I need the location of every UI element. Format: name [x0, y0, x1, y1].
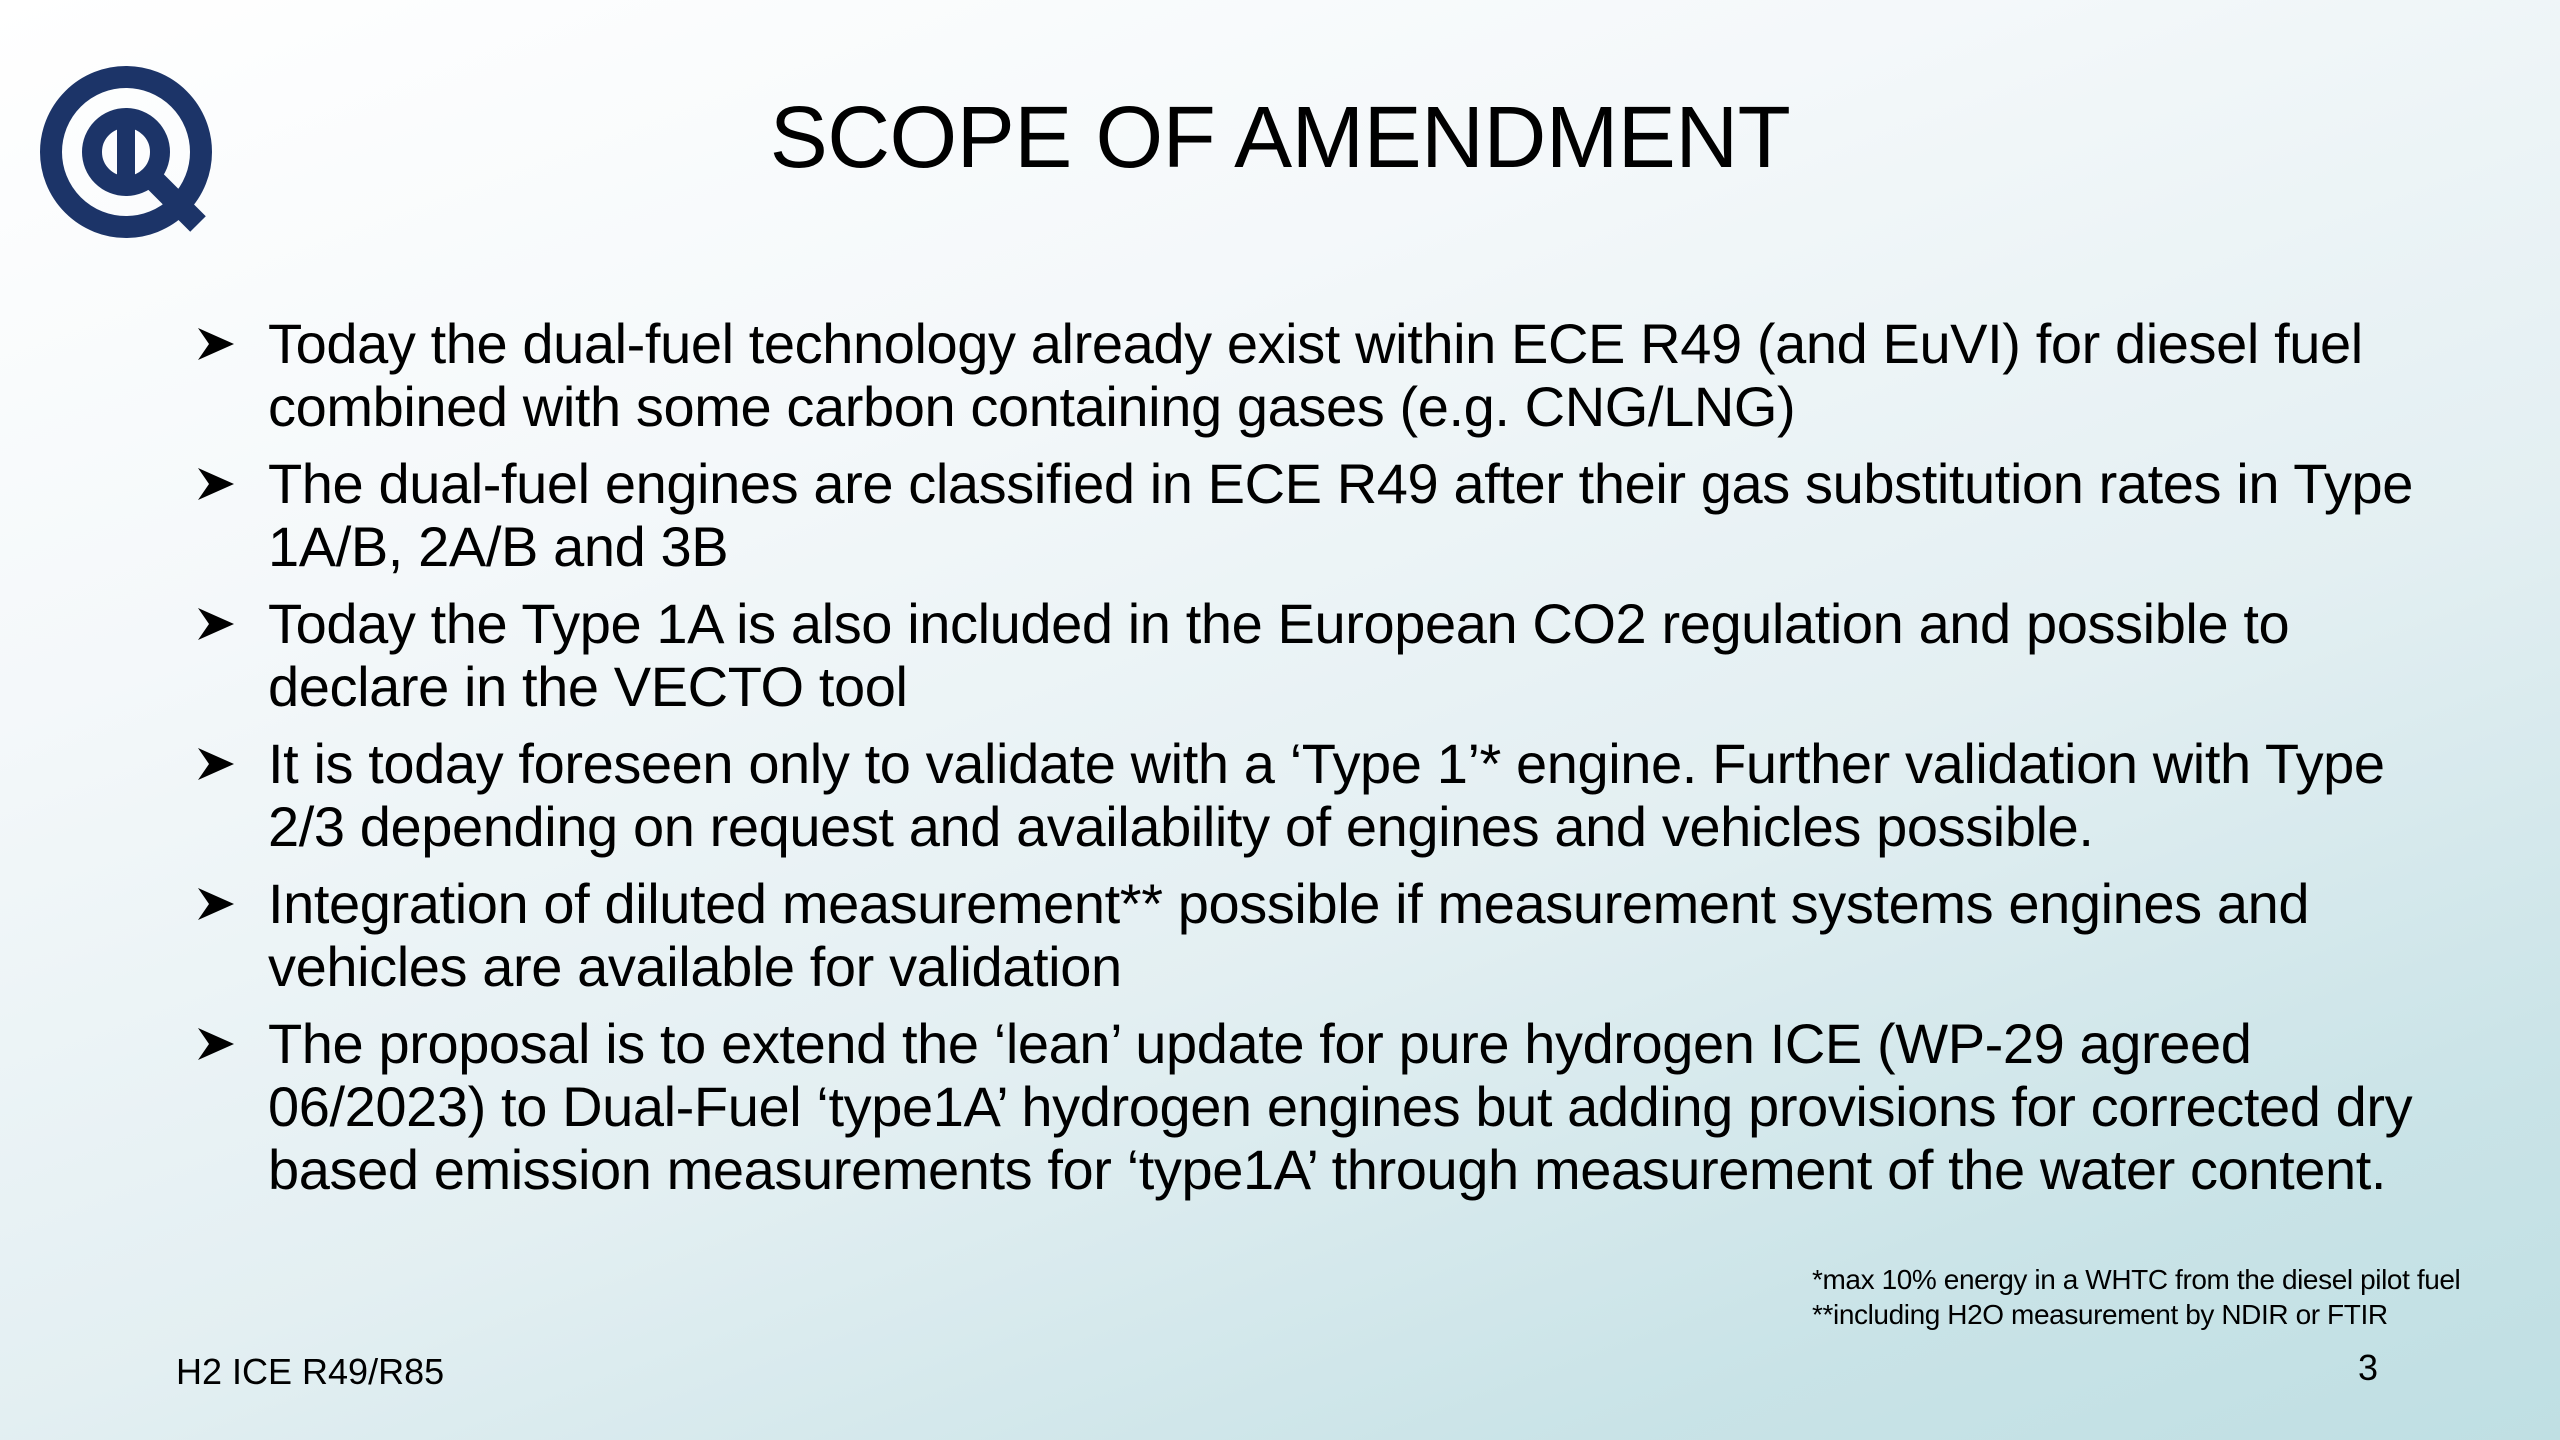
bullet-item: [190, 872, 2460, 998]
bullet-item: [190, 732, 2460, 858]
slide-title: SCOPE OF AMENDMENT: [769, 89, 1791, 186]
arrowhead-bullet-icon: [196, 326, 236, 362]
bullet-item: [190, 592, 2460, 718]
footer-text: H2 ICE R49/R85: [176, 1351, 445, 1392]
bullet-item: [190, 452, 2460, 578]
arrowhead-bullet-icon: [196, 606, 236, 642]
bullet-text: Today the dual-fuel technology already exist within ECE R49 (and EuVI) for diesel fuel combined with some carbon containing gases (e.g. CNG/LNG): [268, 312, 2363, 438]
bullet-text: Integration of diluted measurement** possible if measurement systems engines and vehicles are available for validation: [268, 872, 2310, 998]
bullet-list: [190, 312, 2460, 1215]
footnote-2: **including H2O measurement by NDIR or FTIR: [1812, 1299, 2388, 1330]
footnote-1: *max 10% energy in a WHTC from the diesel pilot fuel: [1812, 1264, 2461, 1295]
bullet-item: [190, 1012, 2460, 1201]
arrowhead-bullet-icon: [196, 466, 236, 502]
bullet-item: [190, 312, 2460, 438]
arrowhead-bullet-icon: [196, 886, 236, 922]
arrowhead-bullet-icon: [196, 746, 236, 782]
footnotes: [1812, 1262, 2552, 1332]
page-number: 3: [2357, 1347, 2378, 1388]
bullet-text: The dual-fuel engines are classified in ECE R49 after their gas substitution rates in Type 1A/B, 2A/B and 3B: [268, 452, 2414, 578]
bullet-text: It is today foreseen only to validate with a ‘Type 1’* engine. Further validation with Type 2/3 depending on request and availability of engines and vehicles possible.: [268, 732, 2385, 858]
bullet-text: Today the Type 1A is also included in the European CO2 regulation and possible to declare in the VECTO tool: [268, 592, 2290, 718]
bullet-text: The proposal is to extend the ‘lean’ update for pure hydrogen ICE (WP-29 agreed 06/2023) to Dual-Fuel ‘type1A’ hydrogen engines but adding provisions for corrected dry based emission measurements for ‘type1A’ through measurement of the water content.: [268, 1012, 2413, 1201]
arrowhead-bullet-icon: [196, 1026, 236, 1062]
